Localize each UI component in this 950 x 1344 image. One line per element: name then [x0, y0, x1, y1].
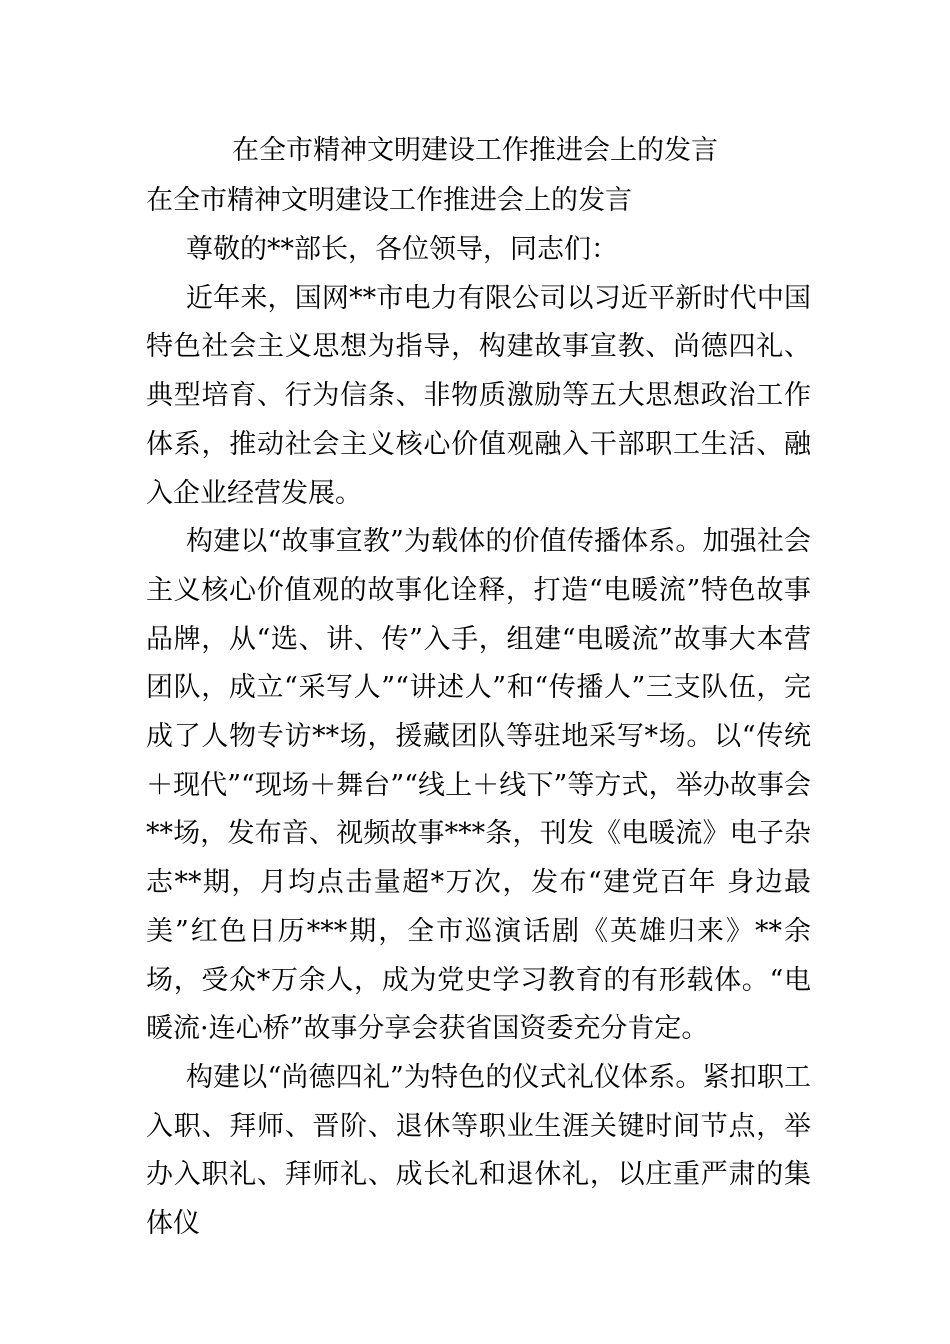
- salutation-paragraph: 尊敬的**部长，各位领导，同志们：: [186, 234, 618, 265]
- document-title: 在全市精神文明建设工作推进会上的发言: [232, 135, 718, 166]
- document-body: [146, 226, 811, 1249]
- document-subtitle: 在全市精神文明建设工作推进会上的发言: [146, 185, 632, 216]
- etiquette-system-paragraph: 构建以“尚德四礼”为特色的仪式礼仪体系。紧扣职工入职、拜师、晋阶、退休等职业生涯关键时间节点，举办入职礼、拜师礼、成长礼和退休礼，以庄重严肃的集体仪: [146, 1061, 811, 1240]
- story-system-paragraph: 构建以“故事宣教”为载体的价值传播体系。加强社会主义核心价值观的故事化诠释，打造“电暖流”特色故事品牌，从“选、讲、传”入手，组建“电暖流”故事大本营团队，成立“采写人”“讲述人”和“传播人”三支队伍，完成了人物专访**场，援藏团队等驻地采写*场。以“传统＋现代”“现场＋舞台”“线上＋线下”等方式，举办故事会**场，发布音、视频故事***条，刊发《电暖流》电子杂志**期，月均点击量超*万次，发布“建党百年 身边最美”红色日历***期，全市巡演话剧《英雄归来》**余场，受众*万余人，成为党史学习教育的有形载体。“电暖流·连心桥”故事分享会获省国资委充分肯定。: [146, 526, 811, 1045]
- intro-paragraph: 近年来，国网**市电力有限公司以习近平新时代中国特色社会主义思想为指导，构建故事宣教、尚德四礼、典型培育、行为信条、非物质激励等五大思想政治工作体系，推动社会主义核心价值观融入干部职工生活、融入企业经营发展。: [146, 282, 811, 509]
